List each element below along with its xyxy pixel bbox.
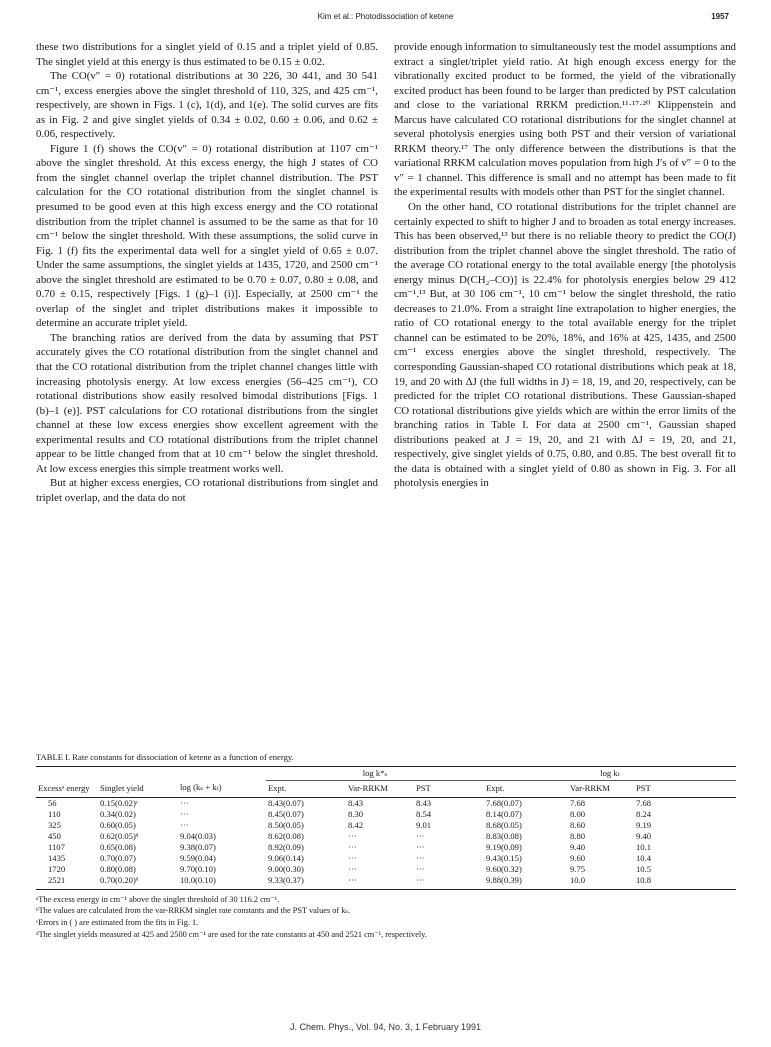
column-header: Var-RRKM [348, 782, 388, 793]
table-cell: 8.80 [570, 831, 586, 841]
table-cell: 8.14(0.07) [486, 809, 522, 819]
paragraph: The CO(v″ = 0) rotational distributions at 30 226, 30 441, and 30 541 cm⁻¹, excess energies above the singlet threshold of 110, 325, and 425 cm⁻¹, respectively, are shown in Figs. 1 (c), 1(d), and 1(e). The solid curves are fits as in Fig. 2 and give singlet yields of 0.34 ± 0.02, 0.60 ± 0.06, and 0.62 ± 0.06, respectively. [36, 70, 378, 141]
table-cell: ··· [416, 875, 425, 885]
table-cell: 9.60 [570, 853, 586, 863]
table-cell: ··· [416, 842, 425, 852]
table-cell: 9.00(0.30) [268, 864, 304, 874]
footnote: ᵈThe singlet yields measured at 425 and 2500 cm⁻¹ are used for the rate constants at 450 and 2521 cm⁻¹, respectively. [36, 929, 427, 939]
table-cell: 10.0 [570, 875, 586, 885]
table-block [36, 752, 736, 941]
table-cell: 1107 [48, 842, 65, 852]
table-cell: 0.80(0.08) [100, 864, 136, 874]
table-cell: 0.34(0.02) [100, 809, 136, 819]
table-cell: 9.40 [570, 842, 586, 852]
table-cell: ··· [416, 853, 425, 863]
table-row [36, 797, 736, 809]
table-cell: 10.4 [636, 853, 652, 863]
table-cell: 10.1 [636, 842, 652, 852]
column-header: log (kₛ + kₜ) [180, 781, 222, 792]
table-cell: 9.33(0.37) [268, 875, 304, 885]
group-header-ks: log k*ₛ [266, 767, 484, 781]
table-cell: 9.19(0.09) [486, 842, 522, 852]
table-row [36, 864, 736, 875]
table-cell: 9.06(0.14) [268, 853, 304, 863]
table-cell: ··· [416, 831, 425, 841]
table-cell: 8.83(0.08) [486, 831, 522, 841]
table-cell: 8.60 [570, 820, 586, 830]
table-cell: ··· [180, 809, 189, 819]
table-cell: 9.40 [636, 831, 652, 841]
table-caption: TABLE I. Rate constants for dissociation of ketene as a function of energy. [36, 752, 294, 762]
page-number: 1957 [711, 12, 729, 21]
table-cell: 1435 [48, 853, 66, 863]
table-cell: 10.8 [636, 875, 652, 885]
table-cell: 110 [48, 809, 61, 819]
table-cell: ··· [348, 875, 357, 885]
column-header: Var-RRKM [570, 782, 610, 793]
table-row [36, 809, 736, 820]
table-group-header-row [36, 767, 736, 781]
paragraph: On the other hand, CO rotational distributions for the triplet channel are certainly expected to shift to higher J and to broaden as total energy increases. This has been observed,¹³ but there is no reliable theory to predict the CO(J) distribution from the triplet channel above the singlet threshold. The ratio of the average CO rotational energy to the total available energy [the photolysis energy minus D(CH₂–CO)] is 22.4% for photolysis energies below 29 412 cm⁻¹.¹³ But, at 30 106 cm⁻¹, 10 cm⁻¹ below the singlet threshold, the ratio decreases to 21.0%. From a straight line extrapolation to higher energies, the ratio of CO rotational energy to the total available energy for the triplet channel can be estimated to be 20%, 18%, and 16% at 425, 1435, and 2500 cm⁻¹ excess energies above the singlet threshold, respectively. The corresponding Gaussian-shaped CO rotational distributions which peak at 18, 19, and 20 with ΔJ (the full widths in J) = 18, 19, and 20, respectively, can be predicted for the triplet CO rotational distributions. These Gaussian-shaped CO rotational distributions give yields which are within the error limits of the branching ratios in Table I. For data at 2500 cm⁻¹, Gaussian shaped distributions peaked at J = 19, 20, and 21 with ΔJ = 19, 20, and 21, respectively, give singlet yields of 0.75, 0.80, and 0.85. The best overall fit to the data is obtained with a singlet yield of 0.80 as shown in Fig. 3. For all photolysis energies in [394, 201, 736, 490]
table-body [36, 797, 736, 886]
journal-footer: J. Chem. Phys., Vol. 94, No. 3, 1 February 1991 [289, 1022, 482, 1032]
column-header: Expt. [268, 782, 287, 793]
column-header: Expt. [486, 782, 505, 793]
table-cell: 9.75 [570, 864, 586, 874]
table-cell: 8.50(0.05) [268, 820, 304, 830]
table-cell: 8.43 [416, 798, 432, 808]
table-cell: 2521 [48, 875, 66, 885]
table-cell: 9.88(0.39) [486, 875, 522, 885]
table-cell: 9.59(0.04) [180, 853, 216, 863]
table-cell: 8.00 [570, 809, 586, 819]
table-row [36, 842, 736, 853]
paragraph: Figure 1 (f) shows the CO(v″ = 0) rotational distribution at 1107 cm⁻¹ above the singlet threshold. At this excess energy, the high J states of CO from the singlet channel overlap the triplet channel distribution. The PST calculation for the CO rotational distribution from the singlet channel is presumed to be good even at this high excess energy and the CO rotational distribution from the triplet channel is assumed to be the same as that for 10 cm⁻¹ below the singlet threshold. With these assumptions, the solid curve in Fig. 1 (f) fits the experimental data well for a singlet yield of 0.65 ± 0.07. Under the same assumptions, the singlet yields at 1435, 1720, and 2500 cm⁻¹ above the singlet threshold are estimated to be 0.70 ± 0.07, 0.80 ± 0.08, and 0.70 ± 0.15, respectively [Figs. 1 (g)–1 (i)]. Especially, at 2500 cm⁻¹ the overlap of the singlet and triplet distributions makes it impossible to determine an accurate triplet yield. [36, 142, 378, 330]
table-cell: 8.30 [348, 809, 364, 819]
table-cell: 9.19 [636, 820, 652, 830]
left-column [36, 40, 378, 506]
running-head [0, 12, 771, 26]
rate-constants-table [36, 766, 736, 890]
table-cell: 7.68 [570, 798, 586, 808]
paragraph: provide enough information to simultaneously test the model assumptions and extract a singlet/triplet yield ratio. At high enough excess energy for the vibrationally excited product to be formed, the yield of the vibrationally excited product has been found to be larger than predicted by PST calculation and close to the variational RRKM prediction.¹¹·¹⁷·²⁰ Klippenstein and Marcus have calculated CO rotational distributions for the singlet channel at several photolysis energies using both PST and their version of variational RRKM theory.¹⁷ The only difference between the distributions is that the variational RRKM calculation moves population from high J′s of v″ = 0 to the v″ = 1 channel. This difference is small and no attempt has been made to fit the experimental results with models other than PST for the singlet channel. [394, 41, 736, 199]
table-cell: 9.38(0.07) [180, 842, 216, 852]
table-cell: 56 [48, 798, 57, 808]
table-cell: ··· [180, 820, 189, 830]
table-cell: 8.92(0.09) [268, 842, 304, 852]
table-cell: 8.45(0.07) [268, 809, 304, 819]
table-cell: ··· [348, 831, 357, 841]
table-cell: ··· [348, 864, 357, 874]
table-cell: 450 [48, 831, 61, 841]
table-cell: 8.43(0.07) [268, 798, 304, 808]
table-cell: 8.62(0.08) [268, 831, 304, 841]
table-cell: 325 [48, 820, 61, 830]
table-cell: 0.15(0.02)ᶜ [100, 798, 139, 808]
table-row [36, 820, 736, 831]
column-header: PST [416, 782, 431, 793]
footnote: ᵃThe excess energy in cm⁻¹ above the singlet threshold of 30 116.2 cm⁻¹. [36, 894, 280, 904]
table-cell: 0.60(0.05) [100, 820, 136, 830]
paragraph: But at higher excess energies, CO rotational distributions from singlet and triplet overlap, and the data do not [36, 477, 378, 504]
footnote: ᶜErrors in ( ) are estimated from the fits in Fig. 1. [36, 918, 199, 928]
table-cell: 9.70(0.10) [180, 864, 216, 874]
table-cell: ··· [180, 798, 189, 808]
table-cell: 0.70(0.07) [100, 853, 136, 863]
table-cell: 10.5 [636, 864, 652, 874]
table-cell: 0.62(0.05)ᵈ [100, 831, 139, 841]
table-footnotes [36, 894, 736, 941]
table-cell: ··· [416, 864, 425, 874]
table-cell: 0.65(0.08) [100, 842, 136, 852]
right-column [394, 40, 736, 491]
footnote: ᵇThe values are calculated from the var-RRKM singlet rate constants and the PST values of kₛ. [36, 906, 351, 916]
table-cell: 9.04(0.03) [180, 831, 216, 841]
table-cell: 9.01 [416, 820, 432, 830]
table-cell: 8.43 [348, 798, 364, 808]
table-cell: 1720 [48, 864, 66, 874]
table-cell: 8.42 [348, 820, 364, 830]
group-header-kt: log kₜ [484, 767, 736, 781]
table-row [36, 831, 736, 842]
column-header: PST [636, 782, 651, 793]
table-cell: ··· [348, 842, 357, 852]
table-cell: 8.68(0.05) [486, 820, 522, 830]
table-cell: 9.43(0.15) [486, 853, 522, 863]
column-header: Excessᵃ energy [38, 782, 90, 793]
running-title: Kim et al.: Photodissociation of ketene [317, 12, 454, 21]
table-header-row [36, 781, 736, 794]
table-cell: 9.60(0.32) [486, 864, 522, 874]
table-cell: 0.70(0.20)ᵈ [100, 875, 139, 885]
table-cell: ··· [348, 853, 357, 863]
table-row [36, 853, 736, 864]
table-row [36, 875, 736, 886]
table-cell: 7.68 [636, 798, 652, 808]
table-cell: 8.54 [416, 809, 432, 819]
paragraph: these two distributions for a singlet yield of 0.15 and a triplet yield of 0.85. The singlet yield at this energy is thus estimated to be 0.15 ± 0.02. [36, 41, 378, 68]
paragraph: The branching ratios are derived from the data by assuming that PST accurately gives the CO rotational distribution from the singlet channel and that the CO rotational distribution from the triplet channel changes little with increasing photolysis energy. At low excess energies (56–425 cm⁻¹), CO rotational distributions show easily resolved bimodal distributions [Figs. 1 (b)–1 (e)]. PST calculations for CO rotational distributions from the singlet channel at these low excess energies show excellent agreement with the experimental results and CO rotational distributions from the triplet channel appear to be little changed from that at 10 cm⁻¹ below the singlet threshold. At low excess energies this simple treatment works well. [36, 331, 378, 475]
table-cell: 10.0(0.10) [180, 875, 216, 885]
column-header: Singlet yield [100, 782, 144, 793]
table-cell: 8.24 [636, 809, 652, 819]
table-cell: 7.68(0.07) [486, 798, 522, 808]
